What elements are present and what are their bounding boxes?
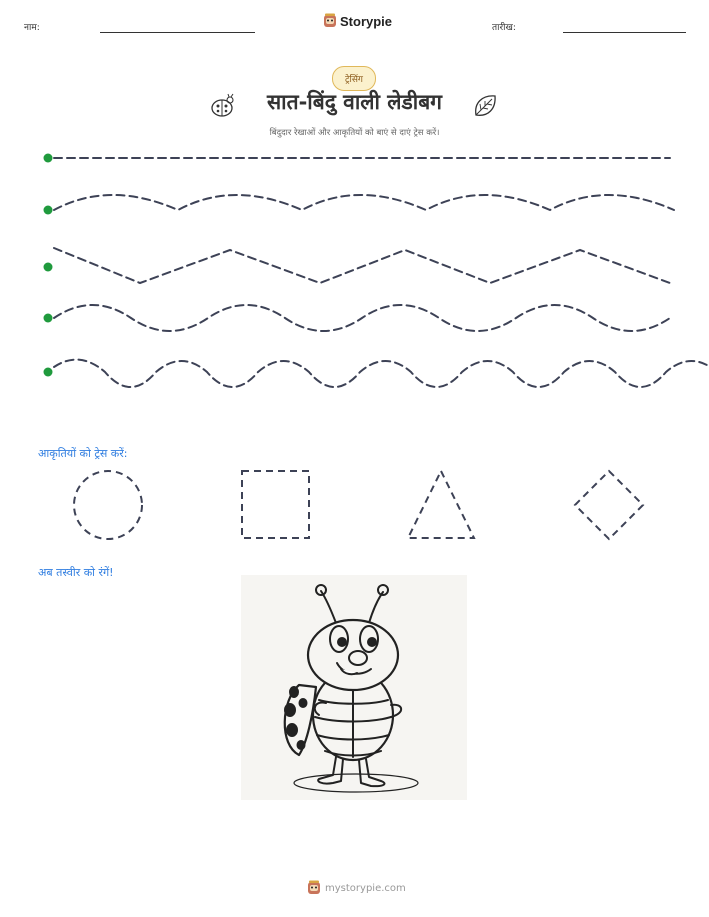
start-dot-1: [44, 154, 53, 163]
brand-name: Storypie: [340, 13, 393, 29]
tracing-line-2[interactable]: [54, 195, 674, 210]
instructions: बिंदुदार रेखाओं और आकृतियों को बाएं से दाएं ट्रेस करें।: [269, 128, 440, 138]
trace-square[interactable]: [242, 471, 309, 538]
coloring-picture[interactable]: [241, 575, 467, 800]
start-dot-5: [44, 368, 53, 377]
tracing-line-4[interactable]: [54, 305, 670, 331]
tracing-badge: ट्रेसिंग: [332, 66, 376, 91]
start-dot-2: [44, 206, 53, 215]
page-title: सात-बिंदु वाली लेडीबग: [266, 90, 443, 114]
footer: [307, 880, 406, 896]
footer-url: mystorypie.com: [325, 882, 406, 894]
trace-circle[interactable]: [74, 471, 142, 539]
tracing-line-5[interactable]: [54, 360, 709, 387]
trace-diamond[interactable]: [575, 471, 643, 539]
start-dot-3: [44, 263, 53, 272]
name-label: नाम:: [24, 23, 40, 33]
ladybug-drawing-icon: [241, 575, 467, 800]
date-label: तारीख:: [492, 23, 516, 33]
trace-triangle[interactable]: [408, 471, 474, 538]
shapes-section-label: आकृतियों को ट्रेस करें:: [38, 447, 128, 460]
tracing-line-3[interactable]: [54, 248, 670, 283]
storypie-mascot-icon: [307, 880, 321, 896]
color-section-label: अब तस्वीर को रंगें!: [38, 566, 114, 579]
start-dot-4: [44, 314, 53, 323]
